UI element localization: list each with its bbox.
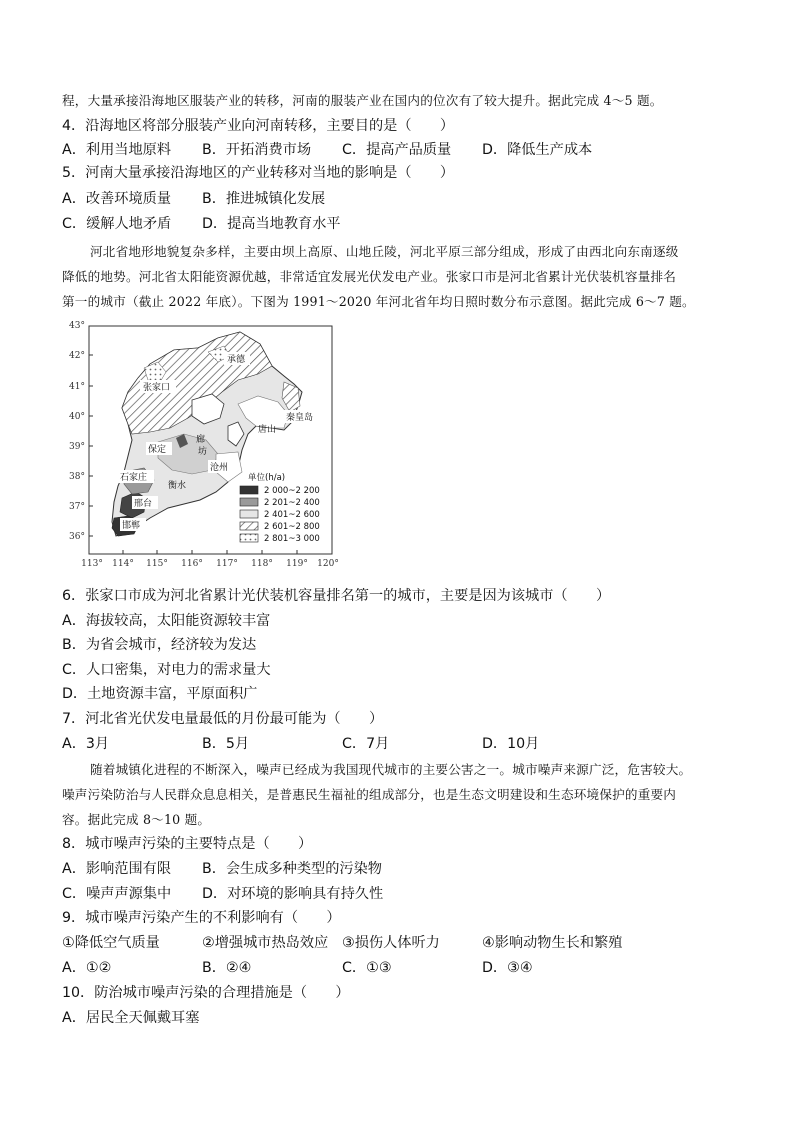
q9-option-a[interactable]: A．①② xyxy=(62,960,112,976)
city-shijiazhuang: 石家庄 xyxy=(120,473,148,483)
question-6-stem: 6．张家口市成为河北省累计光伏装机容量排名第一的城市，主要是因为该城市（ ） xyxy=(62,588,611,604)
legend-label-1: 2 000~2 200 xyxy=(264,486,320,496)
lat-label-38: 38° xyxy=(69,472,85,482)
q5-option-c[interactable]: C．缓解人地矛盾 xyxy=(62,216,172,232)
lon-label-116: 116° xyxy=(181,559,203,569)
q7-option-d[interactable]: D．10月 xyxy=(482,736,540,752)
city-hengshui: 衡水 xyxy=(168,481,187,491)
lat-label-40: 40° xyxy=(69,412,85,422)
legend-swatch-5 xyxy=(240,534,258,542)
q9-item-4: ④影响动物生长和繁殖 xyxy=(482,935,623,951)
question-10-stem: 10．防治城市噪声污染的合理措施是（ ） xyxy=(62,985,350,1001)
legend-label-3: 2 401~2 600 xyxy=(264,510,320,520)
lat-label-39: 39° xyxy=(69,442,85,452)
lon-label-114: 114° xyxy=(112,559,134,569)
q7-option-b[interactable]: B．5月 xyxy=(202,736,250,752)
q6-option-b[interactable]: B．为省会城市，经济较为发达 xyxy=(62,637,257,653)
q6-option-d[interactable]: D．土地资源丰富，平原面积广 xyxy=(62,686,258,702)
city-xingtai: 邢台 xyxy=(134,499,153,509)
lon-label-120: 120° xyxy=(317,559,339,569)
q9-option-d[interactable]: D．③④ xyxy=(482,960,533,976)
legend-label-2: 2 201~2 400 xyxy=(264,498,320,508)
sunshine-hours-map xyxy=(69,321,339,572)
city-handan: 邯郸 xyxy=(122,521,141,531)
question-4-stem: 4．沿海地区将部分服装产业向河南转移，主要目的是（ ） xyxy=(62,118,455,134)
q7-option-c[interactable]: C．7月 xyxy=(342,736,390,752)
q4-option-c[interactable]: C．提高产品质量 xyxy=(342,142,452,158)
legend-swatch-1 xyxy=(240,486,258,494)
q10-option-a[interactable]: A．居民全天佩戴耳塞 xyxy=(62,1010,200,1026)
lon-label-119: 119° xyxy=(286,559,308,569)
legend-label-5: 2 801~3 000 xyxy=(264,534,320,544)
city-langfang-1: 廊 xyxy=(196,435,206,445)
city-qinhuangdao: 秦皇岛 xyxy=(286,413,314,423)
q5-option-d[interactable]: D．提高当地教育水平 xyxy=(202,216,341,232)
lat-label-42: 42° xyxy=(69,351,85,361)
city-cangzhou: 沧州 xyxy=(210,463,229,473)
city-langfang-2: 坊 xyxy=(198,447,208,457)
q8-option-a[interactable]: A．影响范围有限 xyxy=(62,861,172,877)
lat-label-41: 41° xyxy=(69,382,85,392)
q9-item-3: ③损伤人体听力 xyxy=(342,935,440,951)
lat-label-36: 36° xyxy=(69,532,85,542)
legend-swatch-3 xyxy=(240,510,258,518)
legend-title: 单位(h/a) xyxy=(248,473,286,483)
q4-option-a[interactable]: A．利用当地原料 xyxy=(62,142,172,158)
q9-option-b[interactable]: B．②④ xyxy=(202,960,252,976)
city-zhangjiakou: 张家口 xyxy=(143,383,171,393)
lat-label-37: 37° xyxy=(69,502,85,512)
q4-option-d[interactable]: D．降低生产成本 xyxy=(482,142,593,158)
passage-urban-noise: 随着城镇化进程的不断深入，噪声已经成为我国现代城市的主要公害之一。城市噪声来源广泛，危害较大。 噪声污染防治与人民群众息息相关，是普惠民生福祉的组成部分，也是生态文明建设和生态环境保护的重要内 容。据此完成 8～10 题。 xyxy=(62,762,692,827)
legend-label-4: 2 601~2 800 xyxy=(264,522,320,532)
q9-item-2: ②增强城市热岛效应 xyxy=(202,935,329,951)
lat-label-43: 43° xyxy=(69,321,85,331)
lon-label-115: 115° xyxy=(146,559,168,569)
q6-option-a[interactable]: A．海拔较高，太阳能资源较丰富 xyxy=(62,613,271,629)
legend-swatch-4 xyxy=(240,522,258,530)
question-9-stem: 9．城市噪声污染产生的不利影响有（ ） xyxy=(62,910,341,926)
lon-label-117: 117° xyxy=(216,559,238,569)
q4-option-b[interactable]: B．开拓消费市场 xyxy=(202,142,312,158)
q8-option-b[interactable]: B．会生成多种类型的污染物 xyxy=(202,861,382,877)
city-baoding: 保定 xyxy=(148,445,167,455)
question-7-stem: 7．河北省光伏发电量最低的月份最可能为（ ） xyxy=(62,711,384,727)
passage-hebei-solar: 河北省地形地貌复杂多样，主要由坝上高原、山地丘陵，河北平原三部分组成，形成了由西北向东南逐级 降低的地势。河北省太阳能资源优越，非常适宜发展光伏发电产业。张家口市是河北省累计光伏装机容量排名 第一的城市（截止 2022 年底）。下图为 1991～2020 年河北省年均日照时数分布示意图。据此完成 6～7 题。 xyxy=(62,244,695,309)
passage-intro-tail: 程，大量承接沿海地区服装产业的转移，河南的服装产业在国内的位次有了较大提升。据此完成 4～5 题。 xyxy=(62,93,663,108)
q6-option-c[interactable]: C．人口密集，对电力的需求量大 xyxy=(62,662,271,678)
q5-option-b[interactable]: B．推进城镇化发展 xyxy=(202,191,326,207)
lon-label-118: 118° xyxy=(251,559,273,569)
q5-option-a[interactable]: A．改善环境质量 xyxy=(62,191,172,207)
city-tangshan: 唐山 xyxy=(258,425,277,435)
q8-option-d[interactable]: D．对环境的影响具有持久性 xyxy=(202,886,384,902)
city-chengde: 承德 xyxy=(227,355,246,365)
question-5-stem: 5．河南大量承接沿海地区的产业转移对当地的影响是（ ） xyxy=(62,165,455,181)
lon-label-113: 113° xyxy=(81,559,103,569)
legend-swatch-2 xyxy=(240,498,258,506)
q9-item-1: ①降低空气质量 xyxy=(62,935,160,951)
question-8-stem: 8．城市噪声污染的主要特点是（ ） xyxy=(62,836,313,852)
q8-option-c[interactable]: C．噪声声源集中 xyxy=(62,886,172,902)
q7-option-a[interactable]: A．3月 xyxy=(62,736,110,752)
q9-option-c[interactable]: C．①③ xyxy=(342,960,392,976)
